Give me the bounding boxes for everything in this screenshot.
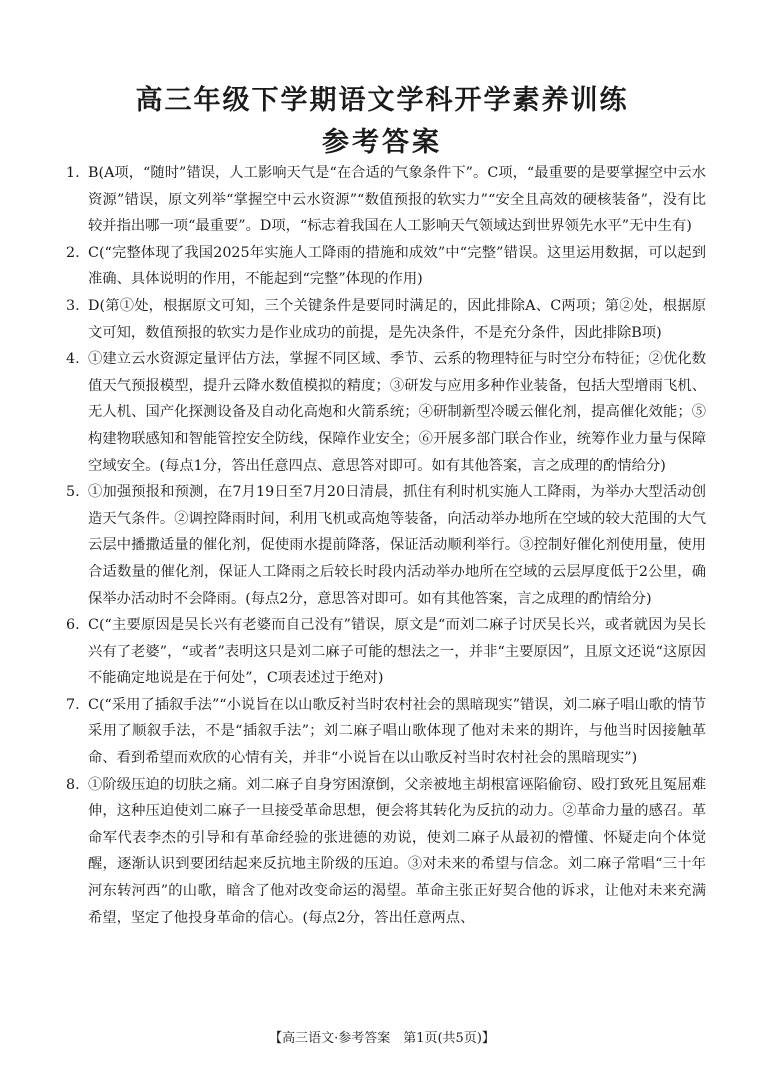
answer-text: C(“采用了插叙手法”“小说旨在以山歌反衬当时农村社会的黑暗现实”错误，刘二麻子唱山歌的情节采用了顺叙手法，不是“插叙手法”；刘二麻子唱山歌体现了他对未来的期许，与他当时因接触革命、看到希望而欢欣的心情有关，并非“小说旨在以山歌反衬当时农村社会的黑暗现实”): [88, 696, 706, 767]
answers-body: [66, 160, 706, 931]
answer-text: ①加强预报和预测，在7月19日至7月20日清晨，抓住有利时机实施人工降雨，为举办大型活动创造天气条件。②调控降雨时间，利用飞机或高炮等装备，向活动举办地所在空域的较大范围的大气云层中播撒适量的催化剂，促使雨水提前降落，保证活动顺利举行。③控制好催化剂使用量，使用合适数量的催化剂，保证人工降雨之后较长时段内活动举办地所在空域的云层厚度低于2公里，确保举办活动时不会降雨。(每点2分，意思答对即可。如有其他答案，言之成理的酌情给分): [88, 484, 706, 607]
answer-item-6: [66, 612, 706, 692]
answer-item-7: [66, 692, 706, 772]
document-subtitle: 参考答案: [322, 127, 442, 158]
answer-number: 3.: [66, 297, 80, 314]
answer-item-8: [66, 772, 706, 932]
answer-number: 6.: [66, 617, 80, 634]
answer-number: 7.: [66, 696, 80, 713]
answer-text: C(“完整体现了我国2025年实施人工降雨的措施和成效”中“完整”错误。这里运用数据，可以起到准确、具体说明的作用，不能起到“完整”体现的作用): [88, 244, 706, 288]
answer-item-1: [66, 160, 706, 240]
answer-text: ①阶级压迫的切肤之痛。刘二麻子自身穷困潦倒，父亲被地主胡根富诬陷偷窃、殴打致死且冤屈难伸，这种压迫使刘二麻子一旦接受革命思想，便会将其转化为反抗的动力。②革命力量的感召。革命军代表李杰的引导和有革命经验的张进德的劝说，使刘二麻子从最初的懵懂、怀疑走向个体觉醒，逐渐认识到要团结起来反抗地主阶级的压迫。③对未来的希望与信念。刘二麻子常唱“三十年河东转河西”的山歌，暗含了他对改变命运的渴望。革命主张正好契合他的诉求，让他对未来充满希望，坚定了他投身革命的信心。(每点2分，答出任意两点、: [88, 776, 706, 926]
answer-text: B(A项，“随时”错误，人工影响天气是“在合适的气象条件下”。C项，“最重要的是要掌握空中云水资源”错误，原文列举“掌握空中云水资源”“数值预报的软实力”“安全且高效的硬核装备”，没有比较并指出哪一项“最重要”。D项，“标志着我国在人工影响天气领域达到世界领先水平”无中生有): [88, 165, 706, 235]
page-footer: 【高三语文·参考答案 第1页(共5页)】: [269, 1031, 495, 1046]
answer-item-5: [66, 479, 706, 612]
answer-text: D(第①处，根据原文可知，三个关键条件是要同时满足的，因此排除A、C两项；第②处，根据原文可知，数值预报的软实力是作业成功的前提，是先决条件，不是充分条件，因此排除B项): [88, 297, 706, 341]
answer-number: 8.: [66, 776, 80, 793]
document-title: 高三年级下学期语文学科开学素养训练: [135, 85, 629, 116]
answer-number: 2.: [66, 244, 80, 261]
answer-item-2: [66, 240, 706, 293]
answer-number: 5.: [66, 484, 80, 501]
answer-text: C(“主要原因是吴长兴有老婆而自己没有”错误，原文是“而刘二麻子讨厌吴长兴，或者就因为吴长兴有了老婆”，“或者”表明这只是刘二麻子可能的想法之一，并非“主要原因”，且原文还说“这原因不能确定地说是在于何处”，C项表述过于绝对): [88, 617, 706, 687]
answer-item-4: [66, 346, 706, 479]
answer-item-3: [66, 293, 706, 346]
answer-number: 4.: [66, 351, 80, 368]
answer-number: 1.: [66, 165, 80, 181]
answer-text: ①建立云水资源定量评估方法，掌握不同区域、季节、云系的物理特征与时空分布特征；②优化数值天气预报模型，提升云降水数值模拟的精度；③研发与应用多种作业装备，包括大型增雨飞机、无人机、国产化探测设备及自动化高炮和火箭系统；④研制新型冷暖云催化剂，提高催化效能；⑤构建物联感知和智能管控安全防线，保障作业安全；⑥开展多部门联合作业，统筹作业力量与保障空域安全。(每点1分，答出任意四点、意思答对即可。如有其他答案，言之成理的酌情给分): [88, 351, 706, 474]
